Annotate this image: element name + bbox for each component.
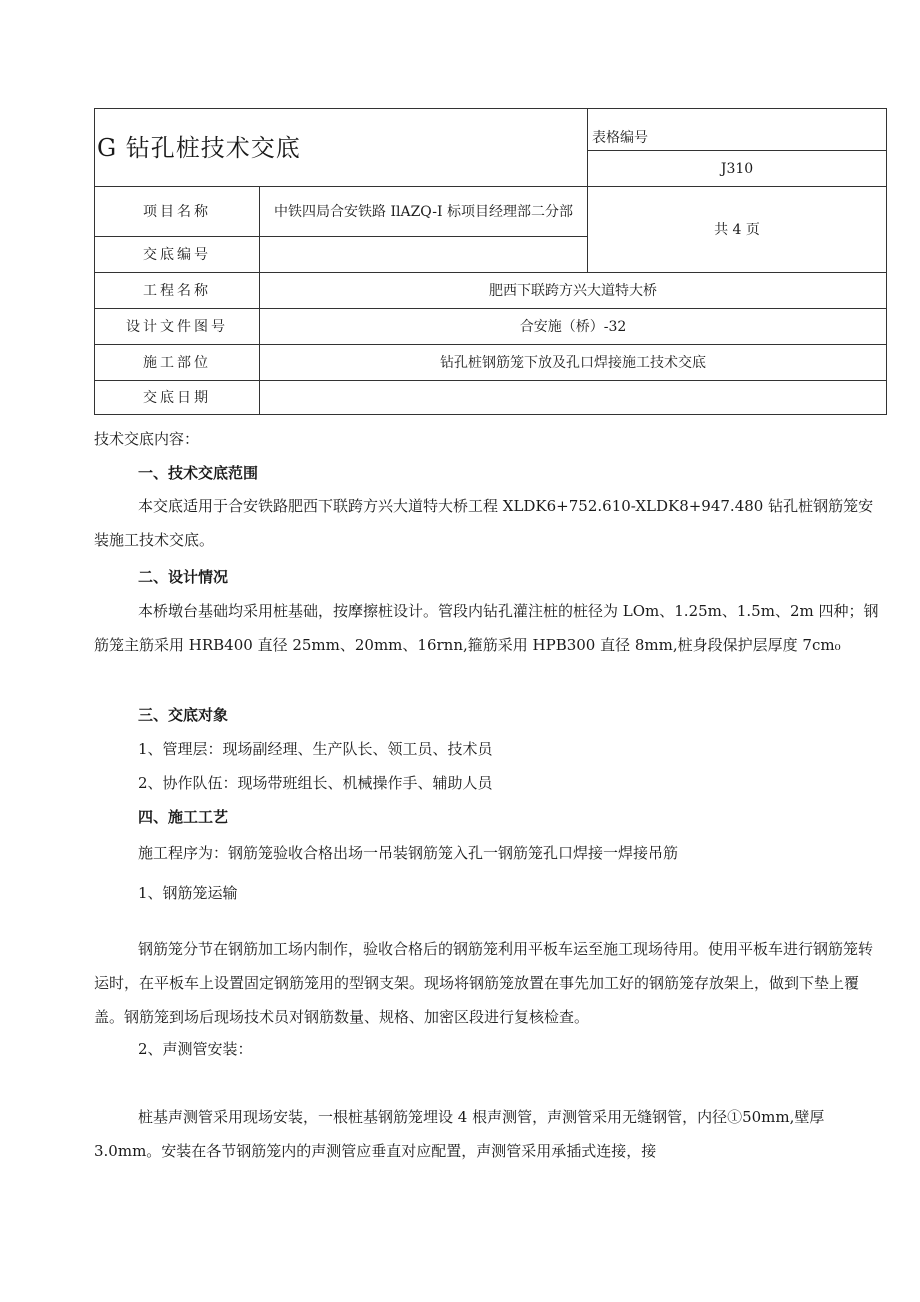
construction-part-value: 钻孔桩钢筋笼下放及孔口焊接施工技术交底 [260, 345, 887, 381]
document-title: G 钻孔桩技术交底 [95, 109, 588, 187]
disclosure-date-value [260, 381, 887, 415]
design-document-label: 设计文件图号 [95, 309, 260, 345]
disclosure-number-value [260, 237, 588, 273]
section-3-item-2: 2、协作队伍：现场带班组长、机械操作手、辅助人员 [138, 774, 493, 792]
section-1-text: 本交底适用于合安铁路肥西下联跨方兴大道特大桥工程 XLDK6+752.610-XLDK8+947.480 钻孔桩钢筋笼安装施工技术交底。 [94, 497, 874, 549]
section-4-subtext-1: 钢筋笼分节在钢筋加工场内制作，验收合格后的钢筋笼利用平板车运至施工现场待用。使用平板车进行钢筋笼转运时，在平板车上设置固定钢筋笼用的型钢支架。现场将钢筋笼放置在事先加工好的钢筋笼存放架上，做到下垫上覆盖。钢筋笼到场后现场技术员对钢筋数量、规格、加密区段进行复核检查。 [94, 940, 874, 1026]
content-intro: 技术交底内容： [94, 430, 200, 448]
page-count: 共 4 页 [588, 187, 887, 273]
project-name-value: 中铁四局合安铁路 IlAZQ-I 标项目经理部二分部 [260, 187, 588, 237]
section-3-title: 三、交底对象 [138, 706, 229, 724]
construction-part-label: 施工部位 [95, 345, 260, 381]
section-4-title: 四、施工工艺 [138, 808, 229, 826]
section-4-sequence: 施工程序为：钢筋笼验收合格出场一吊装钢筋笼入孔一钢筋笼孔口焊接一焊接吊筋 [138, 844, 679, 862]
disclosure-date-label: 交底日期 [95, 381, 260, 415]
section-2-title: 二、设计情况 [138, 568, 229, 586]
section-3-item-1: 1、管理层：现场副经理、生产队长、领工员、技术员 [138, 740, 493, 758]
section-4-subheading-2: 2、声测管安装： [138, 1040, 253, 1058]
engineering-name-label: 工程名称 [95, 273, 260, 309]
section-4-subtext-2: 桩基声测管采用现场安装，一根桩基钢筋笼埋设 4 根声测管，声测管采用无缝钢管，内径①50mm,壁厚 3.0mm。安装在各节钢筋笼内的声测管应垂直对应配置，声测管采用承插式连接，接 [94, 1108, 825, 1160]
project-name-label: 项目名称 [95, 187, 260, 237]
disclosure-number-label: 交底编号 [95, 237, 260, 273]
design-document-value: 合安施（桥）-32 [260, 309, 887, 345]
section-1-title: 一、技术交底范围 [138, 464, 259, 482]
section-4-subheading-1: 1、钢筋笼运输 [138, 884, 238, 902]
engineering-name-value: 肥西下联跨方兴大道特大桥 [260, 273, 887, 309]
form-number-value: J310 [588, 151, 887, 187]
section-2-text: 本桥墩台基础均采用桩基础，按摩擦桩设计。管段内钻孔灌注桩的桩径为 LOm、1.25m、1.5m、2m 四种；钢筋笼主筋采用 HRB400 直径 25mm、20mm、16rnn,箍筋采用 HPB300 直径 8mm,桩身段保护层厚度 7cm₀ [94, 602, 879, 654]
form-number-label: 表格编号 [588, 109, 887, 151]
disclosure-header-table [94, 108, 887, 415]
